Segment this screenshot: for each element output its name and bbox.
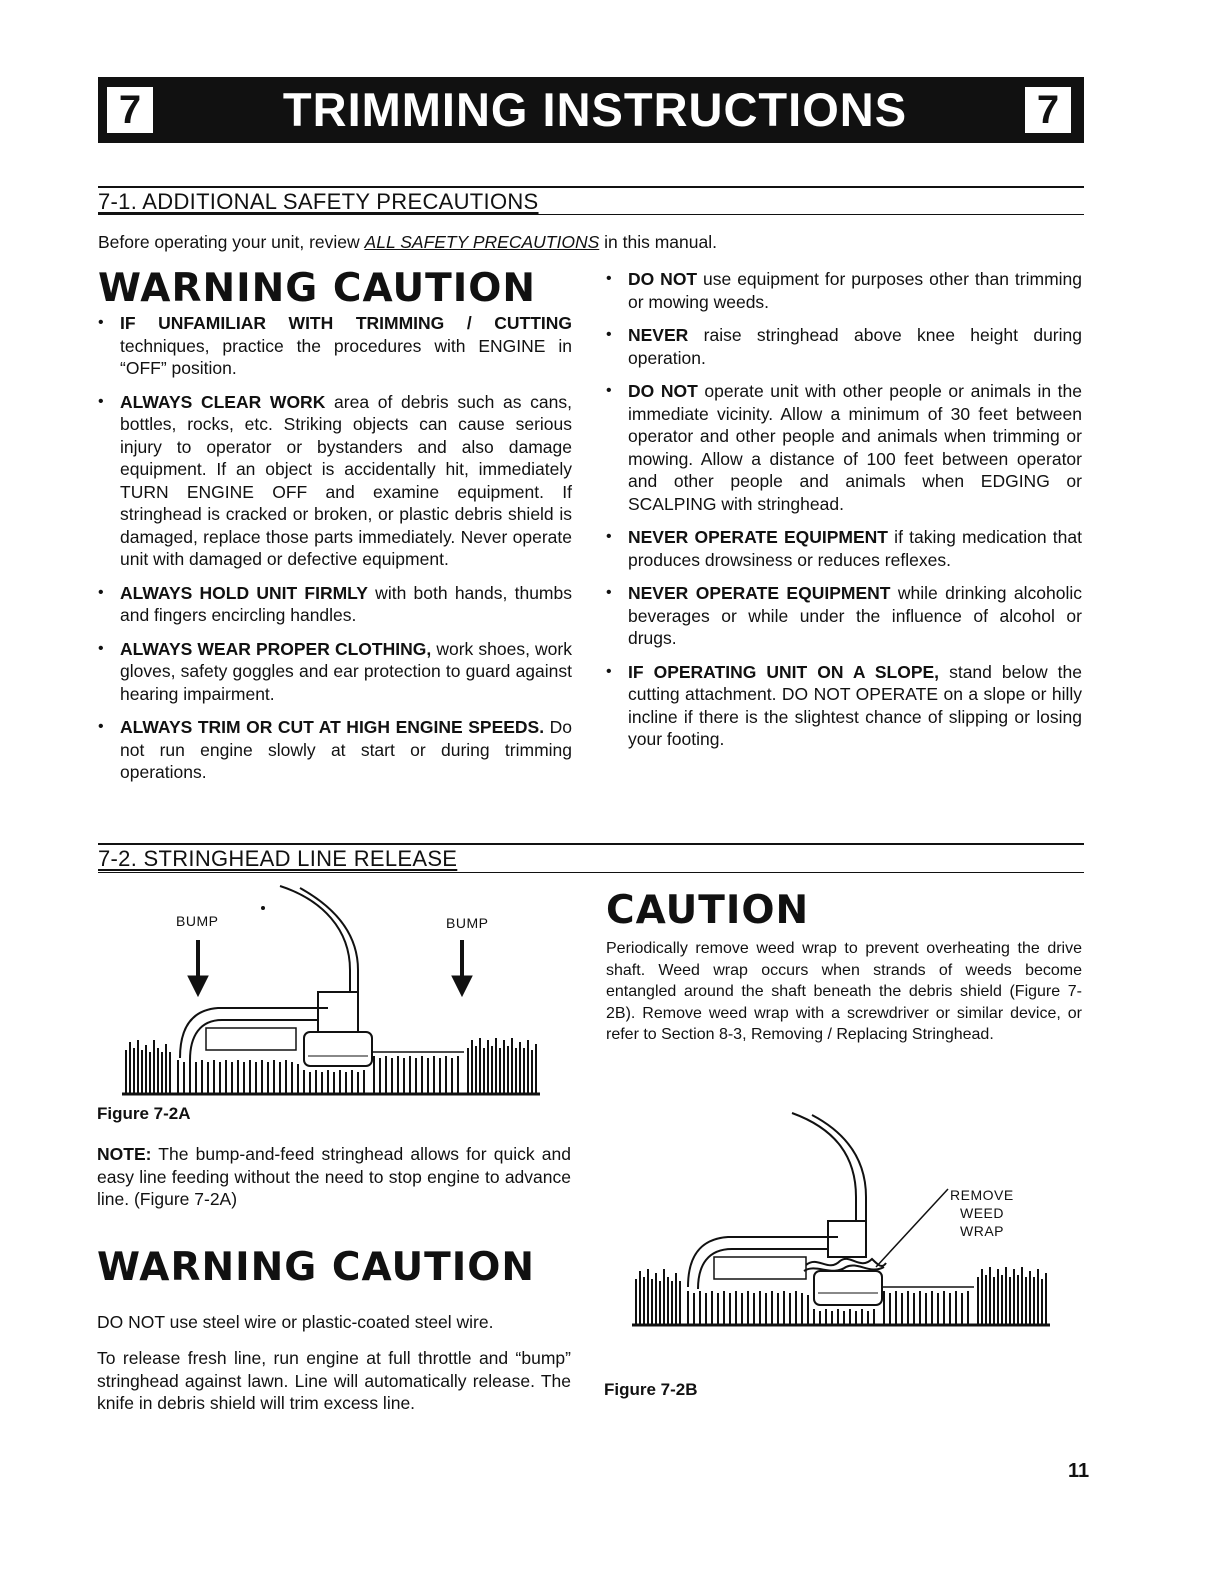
bullet-text: if taking medication that produces drowsiness or reduces reflexes. — [628, 527, 1082, 570]
intro-paragraph — [98, 232, 717, 253]
safety-bullet — [606, 380, 1082, 515]
intro-text-before: Before operating your unit, review — [98, 232, 365, 252]
figure-7-2a-caption: Figure 7-2A — [97, 1104, 191, 1123]
safety-bullet — [606, 661, 1082, 751]
trimmer-illustration-b — [628, 1105, 1053, 1330]
safety-bullet — [606, 526, 1082, 571]
bullet-lead: IF OPERATING UNIT ON A SLOPE, — [628, 661, 940, 682]
bullet-lead: NEVER OPERATE EQUIPMENT — [628, 583, 891, 603]
bullet-text: Do not run engine slowly at start or during trimming operations. — [120, 717, 572, 782]
bullet-text: work shoes, work gloves, safety goggles and ear protection to guard against hearing impairment. — [120, 638, 572, 704]
note-label: NOTE: — [97, 1144, 152, 1164]
section-rule-top — [98, 843, 1084, 845]
warning-caution-heading: WARNING CAUTION — [98, 266, 537, 311]
weed-wrap-caution-text: Periodically remove weed wrap to prevent overheating the drive shaft. Weed wrap occurs when strands of weeds become entangled around the shaft beneath the debris shield (Figure 7-2B). Remove weed wrap with a screwdriver or similar device, or refer to Section 8-3, Removing / Replacing Stringhead. — [606, 940, 1082, 1043]
section-rule-bottom — [98, 872, 1084, 873]
safety-bullet — [98, 312, 572, 380]
trimmer-illustration-a — [118, 880, 543, 1100]
safety-list-left — [98, 312, 572, 795]
section-rule-bottom — [98, 214, 1084, 215]
remove-weed-wrap-label-line2: WEED — [960, 1205, 1004, 1221]
warning-caution-heading-2: WARNING CAUTION — [97, 1245, 536, 1290]
figure-7-2b-caption: Figure 7-2B — [604, 1380, 698, 1399]
bullet-lead: ALWAYS HOLD UNIT FIRMLY — [120, 582, 368, 603]
safety-bullet — [98, 391, 572, 571]
steel-wire-warning: DO NOT use steel wire or plastic-coated steel wire. — [97, 1312, 494, 1332]
section-7-2-heading: 7-2. STRINGHEAD LINE RELEASE — [98, 846, 458, 871]
note-paragraph — [97, 1143, 571, 1211]
figure-7-2b — [628, 1105, 1053, 1330]
line-release-instructions: To release fresh line, run engine at full throttle and “bump” stringhead against lawn. Line will automatically release. The knife in debris shield will trim excess line. — [97, 1348, 571, 1413]
bullet-text: techniques, practice the procedures with ENGINE in “OFF” position. — [120, 335, 572, 378]
bullet-text: with both hands, thumbs and fingers encircling handles. — [120, 582, 572, 625]
section-7-1-heading: 7-1. ADDITIONAL SAFETY PRECAUTIONS — [98, 189, 539, 214]
safety-bullet — [98, 716, 572, 784]
bullet-lead: NEVER — [628, 325, 689, 345]
bullet-lead: ALWAYS WEAR PROPER CLOTHING, — [120, 638, 432, 659]
safety-bullet — [606, 268, 1082, 313]
safety-bullet — [606, 582, 1082, 650]
bullet-text: raise stringhead above knee height during operation. — [628, 325, 1082, 368]
bullet-lead: DO NOT — [628, 381, 698, 401]
caution-heading: CAUTION — [606, 888, 810, 933]
page-number: 11 — [1068, 1460, 1090, 1482]
remove-weed-wrap-label-line3: WRAP — [960, 1223, 1004, 1239]
safety-list-right — [606, 268, 1082, 762]
safety-bullet — [606, 324, 1082, 369]
intro-text-after: in this manual. — [599, 232, 717, 252]
bullet-lead: ALWAYS CLEAR WORK — [120, 391, 326, 412]
bullet-text: use equipment for purposes other than trimming or mowing weeds. — [628, 269, 1082, 312]
safety-bullet — [98, 582, 572, 627]
bump-label-left: BUMP — [176, 913, 219, 929]
down-arrow-left — [188, 940, 208, 996]
bullet-text: operate unit with other people or animals in the immediate vicinity. Allow a minimum of 30 feet between operator and other people and animals when trimming or mowing. Allow a distance of 100 feet between operator and other people and animals when EDGING or SCALPING with stringhead. — [628, 381, 1082, 514]
bullet-lead: NEVER OPERATE EQUIPMENT — [628, 527, 888, 547]
bullet-text: while drinking alcoholic beverages or while under the influence of alcohol or drugs. — [628, 583, 1082, 648]
bullet-lead: ALWAYS TRIM OR CUT AT HIGH ENGINE SPEEDS. — [120, 717, 545, 737]
bullet-lead: IF UNFAMILIAR WITH TRIMMING / CUTTING — [120, 313, 572, 333]
section-rule-top — [98, 186, 1084, 188]
note-text: The bump-and-feed stringhead allows for quick and easy line feeding without the need to stop engine to advance line. (Figure 7-2A) — [97, 1144, 571, 1209]
safety-bullet — [98, 638, 572, 706]
bullet-lead: DO NOT — [628, 269, 698, 289]
remove-weed-wrap-label-line1: REMOVE — [950, 1187, 1014, 1203]
chapter-title: TRIMMING INSTRUCTIONS — [282, 83, 908, 136]
bullet-text: stand below the cutting attachment. DO NOT OPERATE on a slope or hilly incline if there is the slightest chance of slipping or losing your footing. — [628, 661, 1082, 749]
chapter-number-left: 7 — [104, 84, 156, 136]
down-arrow-right — [452, 940, 472, 996]
safety-precautions-reference: ALL SAFETY PRECAUTIONS — [364, 232, 600, 252]
bump-label-right: BUMP — [446, 915, 489, 931]
chapter-number-right: 7 — [1022, 84, 1074, 136]
bullet-text: area of debris such as cans, bottles, rocks, etc. Striking objects can cause serious injury to operator or bystanders and also damage equipment. If an object is accidentally hit, immediately TURN ENGINE OFF and examine equipment. If stringhead is cracked or broken, or plastic debris shield is damaged, replace those parts immediately. Never operate unit with damaged or defective equipment. — [120, 391, 572, 569]
figure-7-2a — [118, 880, 543, 1100]
